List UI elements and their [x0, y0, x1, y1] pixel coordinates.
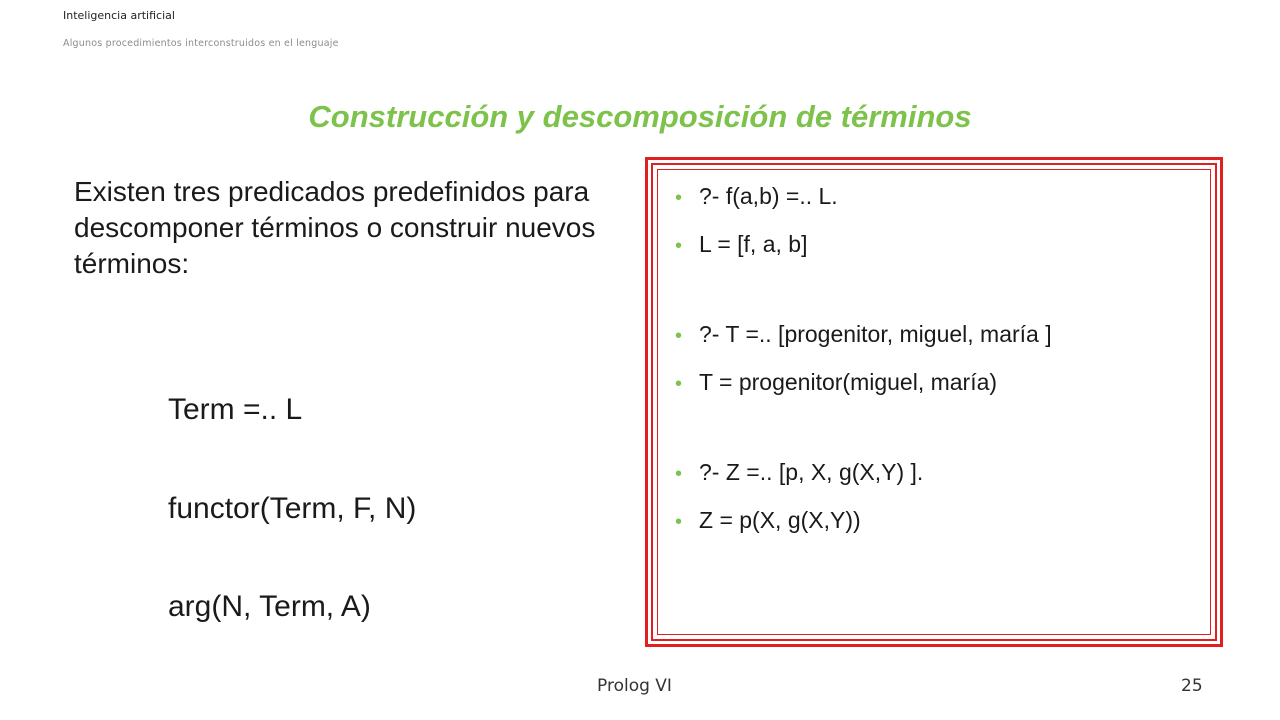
- page-number: 25: [1181, 676, 1203, 696]
- example-text: ?- f(a,b) =.. L.: [699, 183, 838, 209]
- predicate-univ: Term =.. L: [168, 393, 303, 426]
- list-item: [675, 459, 923, 486]
- left-text-block: [74, 174, 634, 282]
- list-item: [675, 321, 1052, 348]
- example-text: ?- Z =.. [p, X, g(X,Y) ].: [699, 459, 924, 485]
- example-text: T = progenitor(miguel, maría): [699, 369, 998, 395]
- examples-box: [645, 157, 1223, 647]
- intro-text: Existen tres predicados predefinidos para descomponer términos o construir nuevos términos:: [74, 176, 596, 279]
- course-subtitle: Algunos procedimientos interconstruidos en el lenguaje: [63, 38, 339, 49]
- list-item: [675, 231, 807, 258]
- example-text: Z = p(X, g(X,Y)): [699, 507, 861, 533]
- predicate-arg: arg(N, Term, A): [168, 590, 371, 623]
- predicate-functor: functor(Term, F, N): [168, 492, 417, 525]
- bullet-icon: •: [675, 511, 683, 533]
- list-item: [675, 369, 997, 396]
- bullet-icon: •: [675, 325, 683, 347]
- bullet-icon: •: [675, 463, 683, 485]
- bullet-icon: •: [675, 373, 683, 395]
- bullet-icon: •: [675, 187, 683, 209]
- list-item: [675, 183, 838, 210]
- footer-label: Prolog VI: [597, 676, 672, 696]
- bullet-icon: •: [675, 235, 683, 257]
- slide-title: Construcción y descomposición de términos: [308, 99, 972, 134]
- course-title: Inteligencia artificial: [63, 9, 175, 22]
- example-text: L = [f, a, b]: [699, 231, 808, 257]
- list-item: [675, 507, 861, 534]
- example-text: ?- T =.. [progenitor, miguel, maría ]: [699, 321, 1052, 347]
